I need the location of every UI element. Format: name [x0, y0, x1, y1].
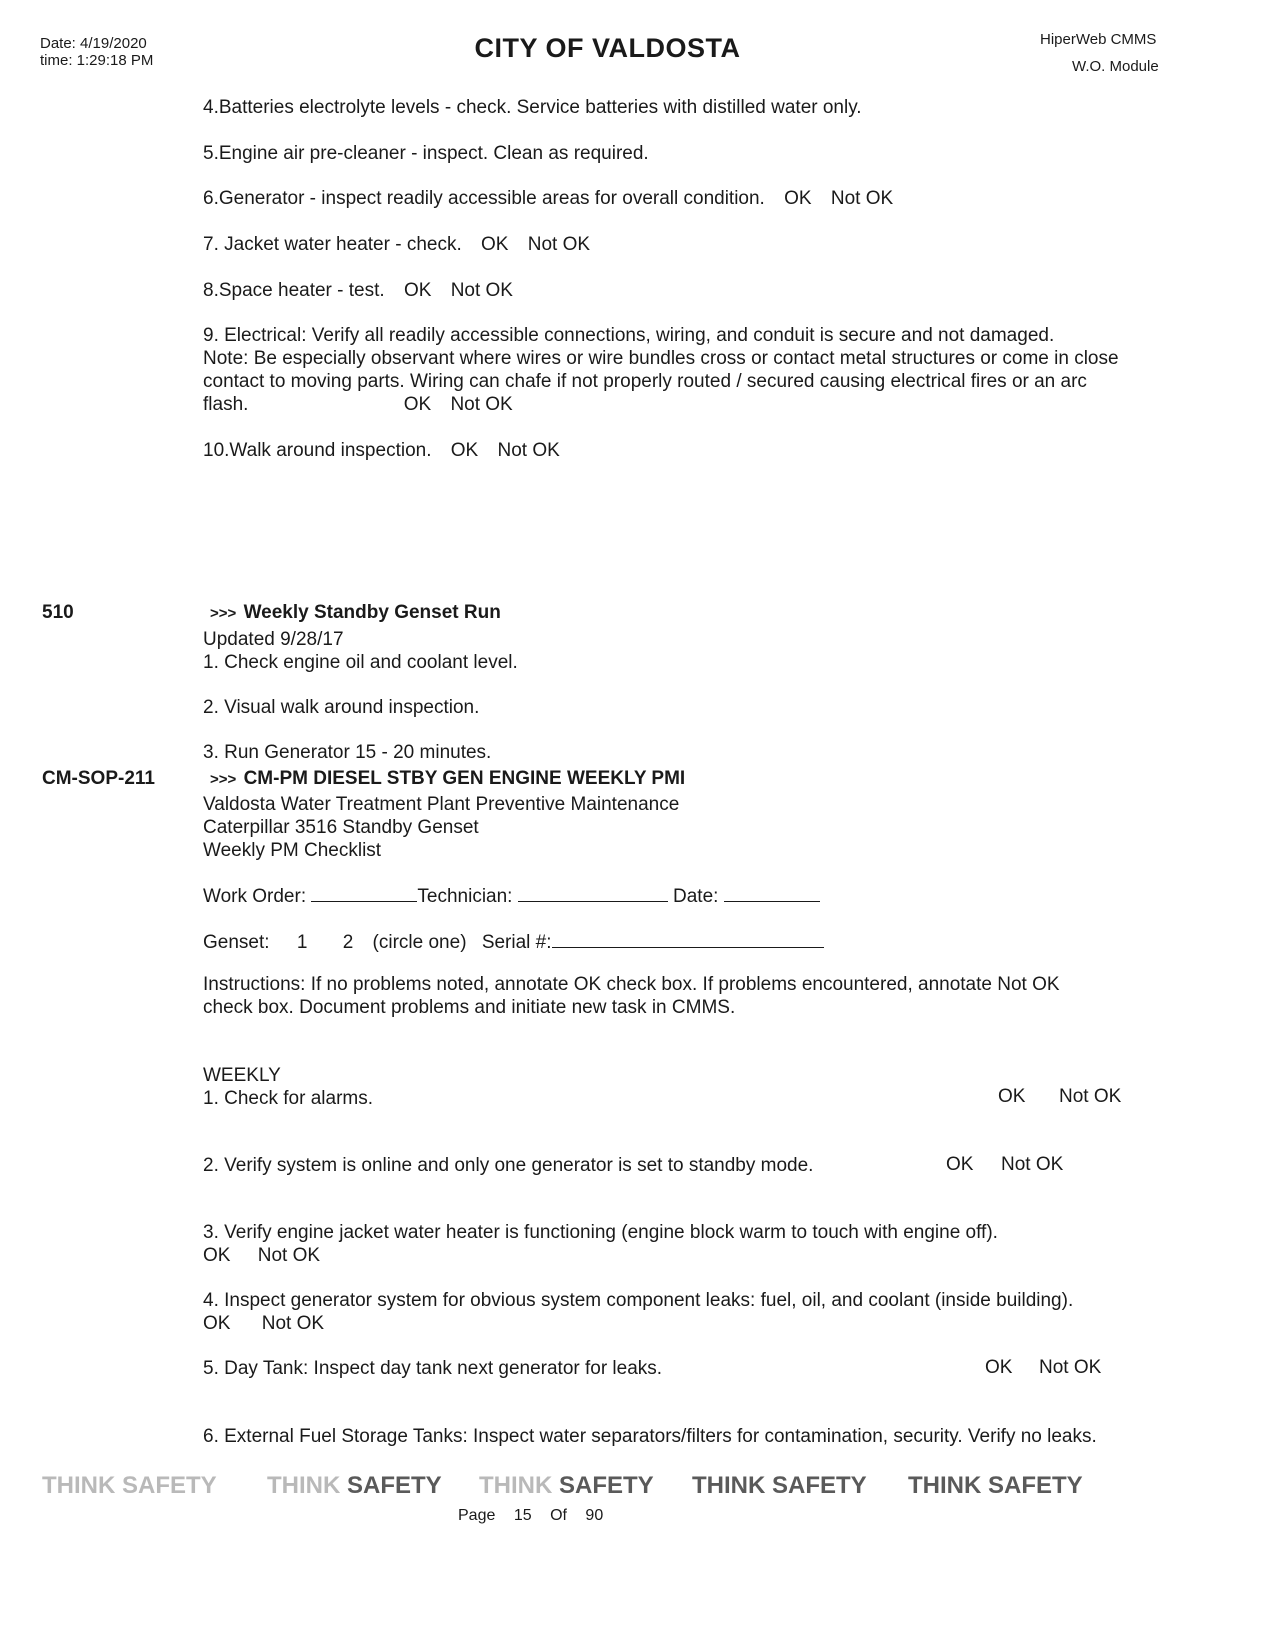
instructions-line-2: check box. Document problems and initiate new task in CMMS.	[203, 997, 736, 1018]
serial-label: Serial #:	[481, 932, 552, 953]
not-ok-option[interactable]: Not OK	[497, 440, 560, 461]
weekly-check-3: 3. Verify engine jacket water heater is functioning (engine block warm to touch with engine off).	[203, 1222, 998, 1243]
think-safety-4	[692, 1472, 867, 1500]
genset-option-2[interactable]: 2	[342, 932, 354, 953]
print-time: time: 1:29:18 PM	[40, 52, 154, 69]
ok-option[interactable]: OK	[203, 1245, 231, 1266]
weekly-check-3-options	[203, 1244, 320, 1268]
task-510-title: Weekly Standby Genset Run	[243, 602, 501, 623]
page-indicator	[458, 1507, 603, 1525]
item-text: 8.Space heater - test.	[203, 280, 385, 301]
genset-label: Genset:	[203, 932, 270, 953]
weekly-check-1: 1. Check for alarms.	[203, 1088, 373, 1109]
system-name: HiperWeb CMMS	[1040, 31, 1157, 48]
task-510-heading	[210, 601, 501, 626]
think-safety-1	[42, 1472, 217, 1500]
of-label: Of	[550, 1507, 567, 1524]
think-safety-3	[479, 1472, 654, 1500]
instructions-line-1: Instructions: If no problems noted, annotate OK check box. If problems encountered, annotate Not OK	[203, 974, 1060, 995]
ok-option[interactable]: OK	[403, 280, 432, 301]
item-text: 7. Jacket water heater - check.	[203, 234, 462, 255]
task-code-sop-211: CM-SOP-211	[42, 768, 155, 789]
weekly-check-5-not-ok[interactable]: Not OK	[1039, 1357, 1102, 1378]
not-ok-option[interactable]: Not OK	[257, 1245, 321, 1266]
sop-211-heading	[210, 767, 685, 792]
prev-item-9-line2: Note: Be especially observant where wires or wire bundles cross or contact metal structures or come in close	[203, 348, 1119, 369]
prev-item-9-line1: 9. Electrical: Verify all readily accessible connections, wiring, and conduit is secure and not damaged.	[203, 325, 1055, 346]
safety-word: SAFETY	[772, 1472, 867, 1499]
ok-option[interactable]: OK	[450, 440, 479, 461]
ok-option[interactable]: OK	[203, 1313, 231, 1334]
weekly-label: WEEKLY	[203, 1065, 281, 1086]
work-order-label: Work Order:	[203, 886, 307, 907]
prev-item-9-line3: contact to moving parts. Wiring can chafe if not properly routed / secured causing electrical fires or an arc	[203, 371, 1087, 392]
sop-211-line-3: Weekly PM Checklist	[203, 840, 382, 861]
form-row-workorder	[203, 883, 820, 909]
page-total: 90	[585, 1507, 604, 1524]
prev-item-7	[203, 233, 590, 257]
page-title: CITY OF VALDOSTA	[474, 33, 741, 63]
item-text: 6.Generator - inspect readily accessible areas for overall condition.	[203, 188, 765, 209]
technician-label: Technician:	[417, 886, 513, 907]
think-word: THINK	[267, 1472, 341, 1499]
safety-word: SAFETY	[988, 1472, 1083, 1499]
task-510-step-3: 3. Run Generator 15 - 20 minutes.	[203, 742, 492, 763]
not-ok-option[interactable]: Not OK	[830, 188, 894, 209]
serial-field[interactable]	[552, 929, 824, 948]
safety-word: SAFETY	[122, 1472, 217, 1499]
weekly-check-2-not-ok[interactable]: Not OK	[1001, 1154, 1064, 1175]
sop-211-line-1: Valdosta Water Treatment Plant Preventive Maintenance	[203, 794, 680, 815]
weekly-check-5-ok[interactable]: OK	[985, 1357, 1013, 1378]
page-number: 15	[513, 1507, 532, 1524]
weekly-check-1-ok[interactable]: OK	[998, 1086, 1026, 1107]
weekly-check-2-ok[interactable]: OK	[946, 1154, 974, 1175]
prev-item-10	[203, 439, 560, 463]
sop-211-line-2: Caterpillar 3516 Standby Genset	[203, 817, 479, 838]
page-label: Page	[458, 1507, 496, 1524]
arrows: >>>	[210, 771, 237, 788]
weekly-check-4-options	[203, 1312, 324, 1336]
task-code-510: 510	[42, 602, 74, 623]
weekly-check-2: 2. Verify system is online and only one generator is set to standby mode.	[203, 1155, 814, 1176]
print-date: Date: 4/19/2020	[40, 35, 147, 52]
module-name: W.O. Module	[1072, 58, 1159, 75]
prev-item-6	[203, 187, 893, 211]
weekly-check-1-not-ok[interactable]: Not OK	[1059, 1086, 1122, 1107]
weekly-check-4: 4. Inspect generator system for obvious system component leaks: fuel, oil, and coolant (inside building).	[203, 1290, 1074, 1311]
think-word: THINK	[908, 1472, 982, 1499]
weekly-check-5: 5. Day Tank: Inspect day tank next generator for leaks.	[203, 1358, 663, 1379]
genset-option-1[interactable]: 1	[296, 932, 308, 953]
think-word: THINK	[479, 1472, 553, 1499]
technician-field[interactable]	[518, 883, 668, 902]
work-order-field[interactable]	[311, 883, 417, 902]
item-text: flash.	[203, 394, 249, 415]
think-safety-2	[267, 1472, 442, 1500]
prev-item-9-line4	[203, 393, 513, 417]
task-510-step-1: 1. Check engine oil and coolant level.	[203, 652, 518, 673]
ok-option[interactable]: OK	[784, 188, 812, 209]
item-text: 10.Walk around inspection.	[203, 440, 432, 461]
circle-one-note: (circle one)	[372, 932, 467, 953]
not-ok-option[interactable]: Not OK	[450, 280, 513, 301]
prev-item-5: 5.Engine air pre-cleaner - inspect. Clean as required.	[203, 143, 649, 164]
not-ok-option[interactable]: Not OK	[527, 234, 591, 255]
form-row-genset	[203, 929, 824, 955]
date-field[interactable]	[724, 883, 820, 902]
ok-option[interactable]: OK	[403, 394, 432, 415]
sop-211-title: CM-PM DIESEL STBY GEN ENGINE WEEKLY PMI	[243, 768, 686, 789]
think-word: THINK	[42, 1472, 116, 1499]
safety-word: SAFETY	[559, 1472, 654, 1499]
not-ok-option[interactable]: Not OK	[450, 394, 513, 415]
think-safety-5	[908, 1472, 1083, 1500]
date-label: Date:	[673, 886, 719, 907]
think-word: THINK	[692, 1472, 766, 1499]
prev-item-8	[203, 279, 513, 303]
task-510-step-2: 2. Visual walk around inspection.	[203, 697, 480, 718]
safety-word: SAFETY	[347, 1472, 442, 1499]
arrows: >>>	[210, 605, 237, 622]
prev-item-4: 4.Batteries electrolyte levels - check. Service batteries with distilled water only.	[203, 97, 862, 118]
weekly-check-6: 6. External Fuel Storage Tanks: Inspect water separators/filters for contamination, security. Verify no leaks.	[203, 1426, 1097, 1447]
not-ok-option[interactable]: Not OK	[261, 1313, 325, 1334]
task-510-updated: Updated 9/28/17	[203, 629, 344, 650]
ok-option[interactable]: OK	[481, 234, 509, 255]
